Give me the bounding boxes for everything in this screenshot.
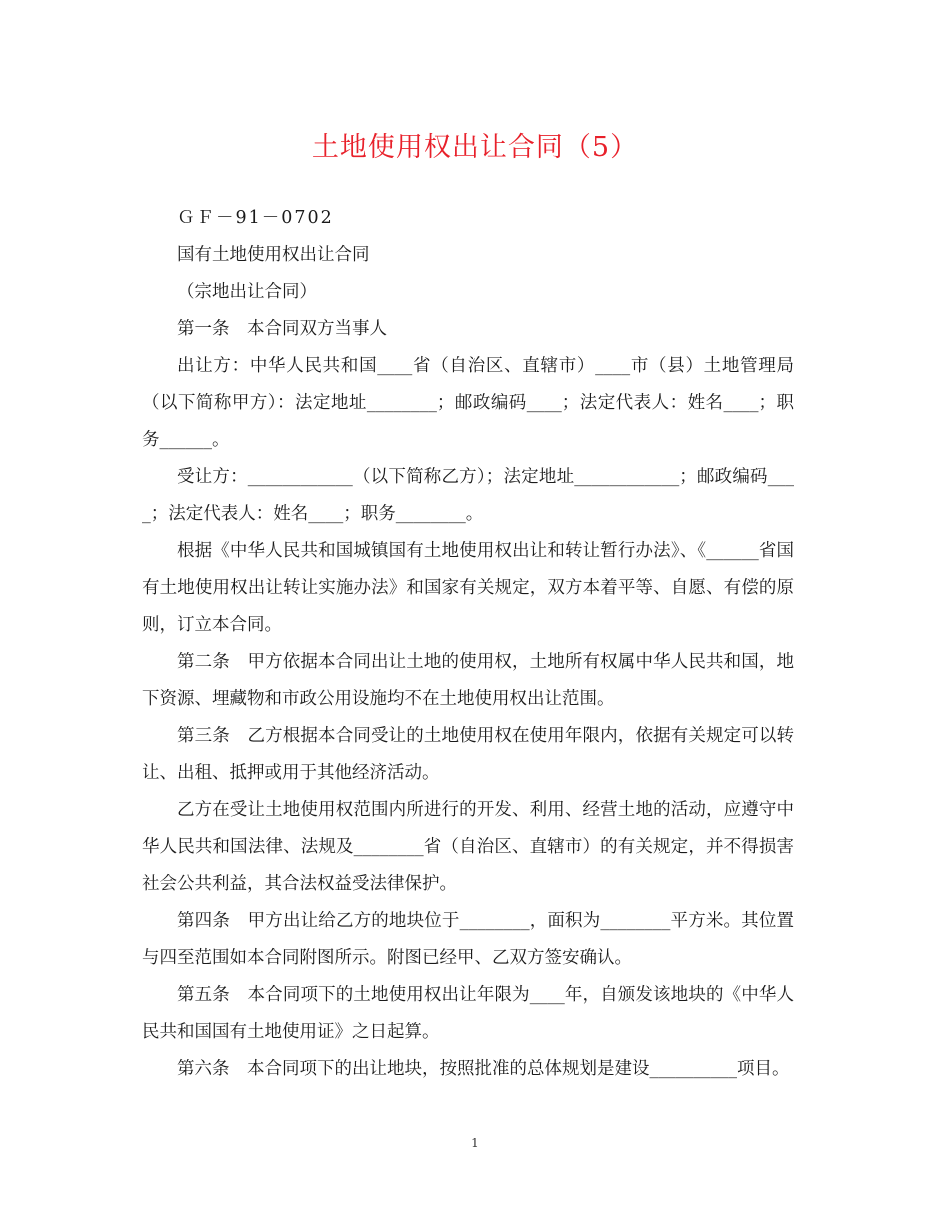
contract-code: ＧＦ－91－0702: [177, 208, 334, 228]
article-6-paragraph: 第六条 本合同项下的出让地块，按照批准的总体规划是建设__________项目。: [177, 1059, 790, 1079]
document-body: [142, 200, 794, 1088]
article-3-continued-paragraph: 乙方在受让土地使用权范围内所进行的开发、利用、经营土地的活动，应遵守中华人民共和国法律、法规及________省（自治区、直辖市）的有关规定，并不得损害社会公共利益，其合法权益受法律保护。: [142, 800, 794, 894]
article-4-paragraph: 第四条 甲方出让给乙方的地块位于________，面积为________平方米。其位置与四至范围如本合同附图所示。附图已经甲、乙双方签安确认。: [142, 911, 794, 968]
page-number: 1: [471, 1136, 479, 1150]
document-title: 土地使用权出让合同（5）: [311, 132, 639, 163]
contract-name: 国有土地使用权出让合同: [177, 245, 370, 265]
article-2-paragraph: 第二条 甲方依据本合同出让土地的使用权，土地所有权属中华人民共和国，地下资源、埋藏物和市政公用设施均不在土地使用权出让范围。: [142, 652, 794, 709]
legal-basis-paragraph: 根据《中华人民共和国城镇国有土地使用权出让和转让暂行办法》、《______省国有土地使用权出让转让实施办法》和国家有关规定，双方本着平等、自愿、有偿的原则，订立本合同。: [142, 541, 794, 635]
article-5-paragraph: 第五条 本合同项下的土地使用权出让年限为____年，自颁发该地块的《中华人民共和国国有土地使用证》之日起算。: [142, 985, 794, 1042]
article-1-heading: 第一条 本合同双方当事人: [177, 319, 387, 339]
article-3-paragraph: 第三条 乙方根据本合同受让的土地使用权在使用年限内，依据有关规定可以转让、出租、抵押或用于其他经济活动。: [142, 726, 794, 783]
contract-subtitle: （宗地出让合同）: [177, 282, 317, 302]
party-a-paragraph: 出让方：中华人民共和国____省（自治区、直辖市）____市（县）土地管理局（以下简称甲方）：法定地址________；邮政编码____；法定代表人：姓名____；职务______。: [142, 356, 794, 450]
party-b-paragraph: 受让方：____________（以下简称乙方）；法定地址____________；邮政编码____；法定代表人：姓名____；职务________。: [142, 467, 794, 524]
